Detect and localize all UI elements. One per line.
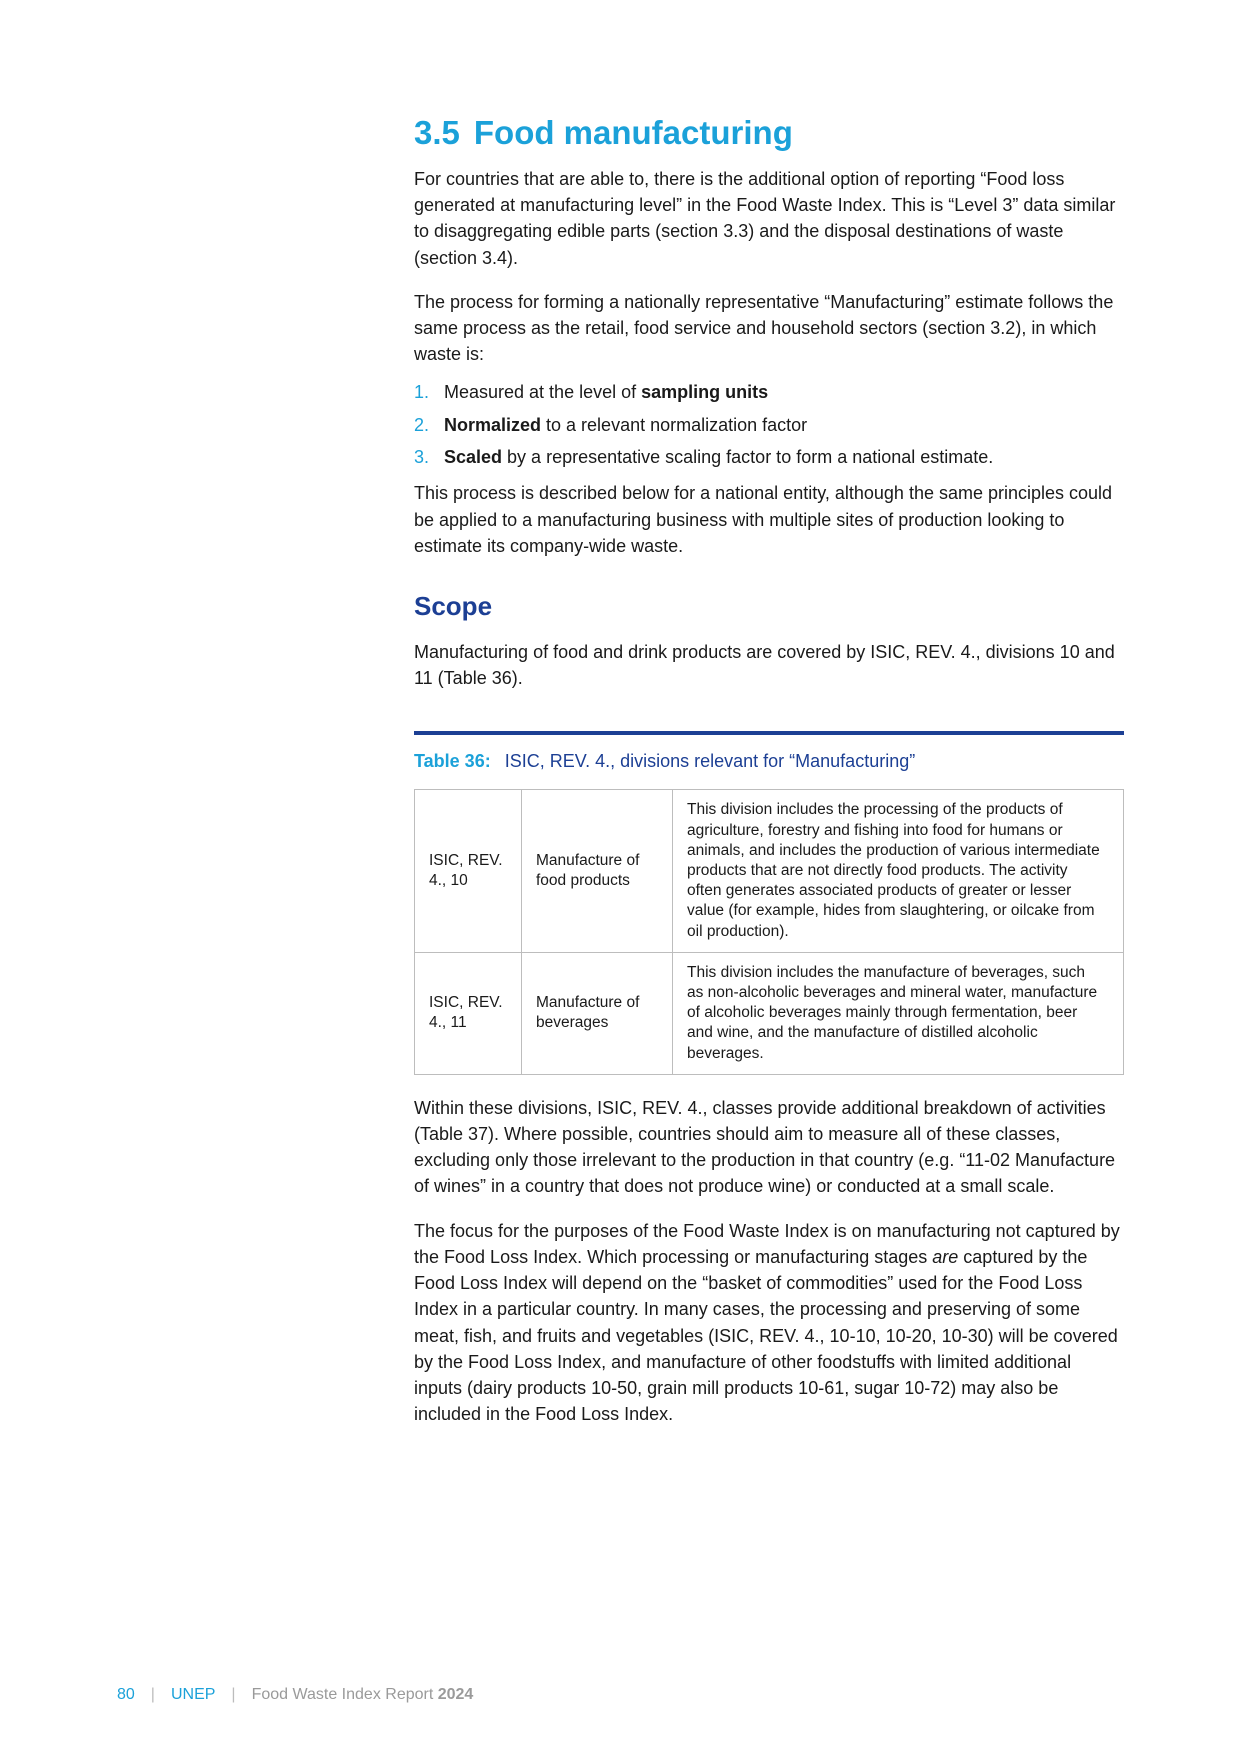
scope-text: Manufacturing of food and drink products are covered by ISIC, REV. 4., divisions 10 and 11 (Table 36). [414,642,1115,689]
list-item: 2. Normalized to a relevant normalization factor [414,412,1124,438]
paragraph-national-entity: This process is described below for a national entity, although the same principles could be applied to a manufacturing business with multiple sites of production looking to estimate its company-wide waste. [414,483,1113,556]
cell-code: ISIC, REV. 4., 11 [415,952,522,1074]
steps-list [414,379,1124,470]
scope-heading: Scope [414,591,493,622]
page-number: 80 [117,1686,135,1703]
table-label: Table 36: [414,751,491,772]
cell-code: ISIC, REV. 4., 10 [415,790,522,952]
page-footer [117,1686,473,1704]
footer-year: 2024 [437,1686,474,1703]
section-number: 3.5 [414,114,460,151]
cell-description: This division includes the processing of the products of agriculture, forestry and fishing into food for humans or animals, and includes the production of various intermediate products that are not directly food products. The activity often generates associated products of greater or lesser value (for example, hides from slaughtering, or oilcake from oil production). [673,790,1124,952]
paragraph-intro: For countries that are able to, there is the additional option of reporting “Food loss generated at manufacturing level” in the Food Waste Index. This is “Level 3” data similar to disaggregating edible parts (section 3.3) and the disposal destinations of waste (section 3.4). [414,169,1116,268]
list-number: 1. [414,382,430,403]
table-row [415,790,1124,952]
cell-description: This division includes the manufacture of beverages, such as non-alcoholic beverages and mineral water, manufacture of alcoholic beverages mainly through fermentation, beer and wine, and the manufacture of distilled alcoholic beverages. [673,952,1124,1074]
footer-report: Food Waste Index Report [251,1686,434,1703]
table-caption [414,749,1124,773]
isic-table [414,789,1124,1074]
page-content [414,112,1124,1445]
table-title: ISIC, REV. 4., divisions relevant for “Manufacturing” [504,751,916,772]
list-number: 2. [414,414,430,435]
footer-separator: | [231,1686,236,1703]
list-number: 3. [414,447,430,468]
table-top-rule [414,731,1124,735]
section-heading [414,112,1124,154]
cell-name: Manufacture of food products [522,790,673,952]
footer-org: UNEP [170,1686,216,1703]
list-item: 3. Scaled by a representative scaling factor to form a national estimate. [414,444,1124,470]
section-title: Food manufacturing [473,114,793,151]
footer-separator: | [150,1686,155,1703]
cell-name: Manufacture of beverages [522,952,673,1074]
paragraph-classes: Within these divisions, ISIC, REV. 4., classes provide additional breakdown of activities (Table 37). Where possible, countries should aim to measure all of these classes, excluding only those irrelevant to the production in that country (e.g. “11-02 Manufacture of wines” in a country that does not produce wine) or conducted at a small scale. [414,1097,1116,1197]
paragraph-process: The process for forming a nationally representative “Manufacturing” estimate follows the same process as the retail, food service and household sectors (section 3.2), in which waste is: [414,291,1114,365]
table-row [415,952,1124,1074]
list-item: 1. Measured at the level of sampling units [414,379,1124,405]
paragraph-focus: The focus for the purposes of the Food Waste Index is on manufacturing not captured by the Food Loss Index. Which processing or manufacturing stages are captured by the Food Loss Index will depend on the “basket of commodities” used for the Food Loss Index in a particular country. In many cases, the processing and preserving of some meat, fish, and fruits and vegetables (ISIC, REV. 4., 10-10, 10-20, 10-30) will be covered by the Food Loss Index, and manufacture of other foodstuffs with limited additional inputs (dairy products 10-50, grain mill products 10-61, sugar 10-72) may also be included in the Food Loss Index. [414,1220,1120,1425]
